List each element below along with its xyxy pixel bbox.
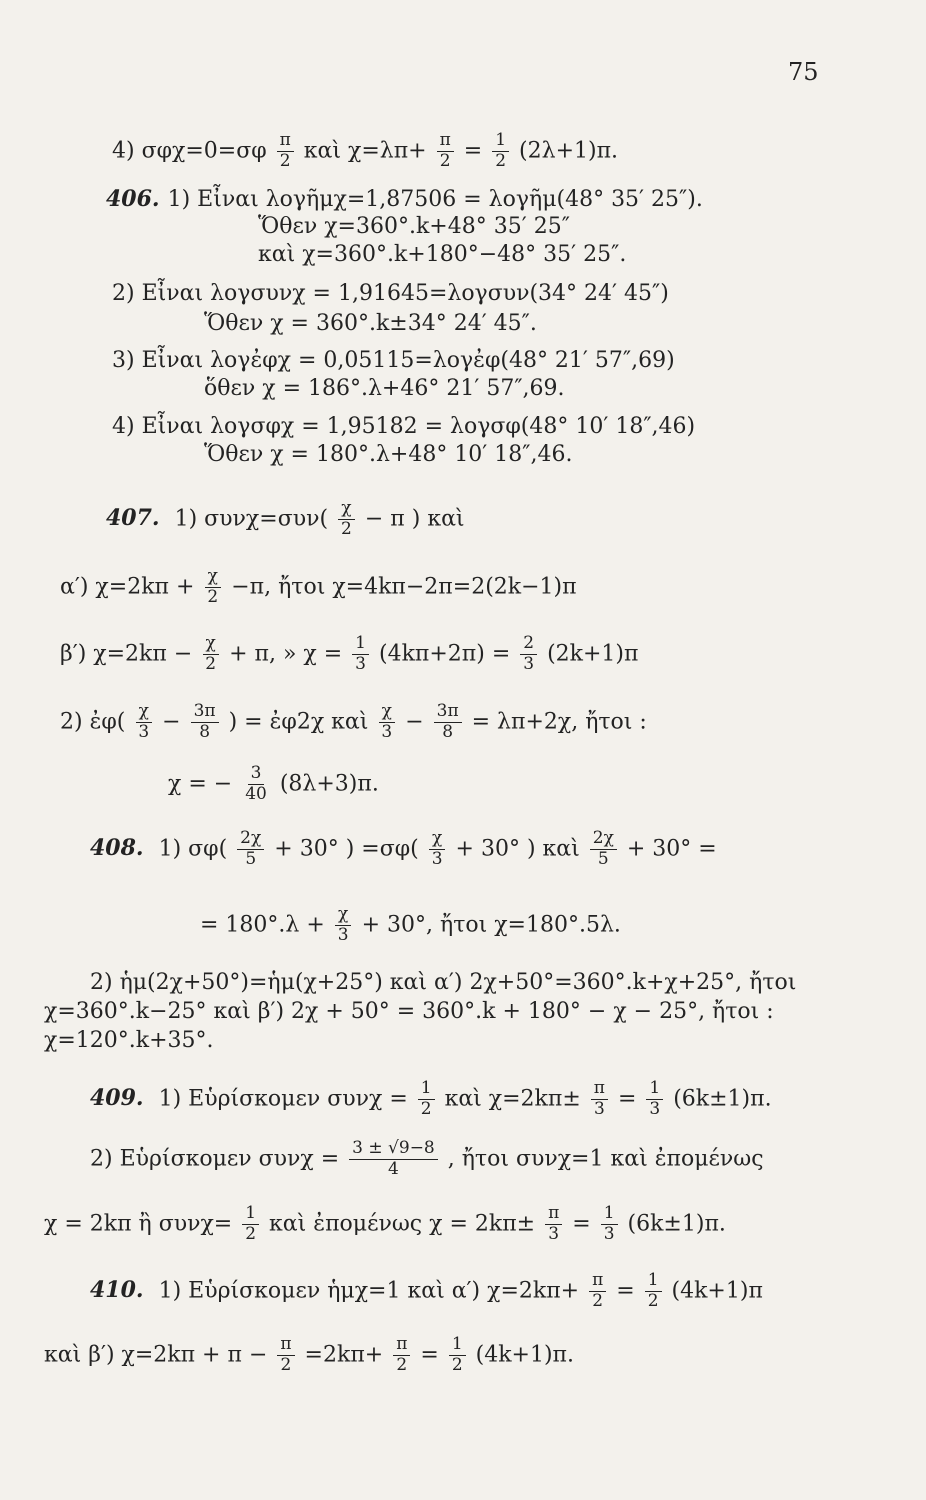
math-text: καὶ ἐπομένως χ = 2kπ± — [262, 1211, 543, 1237]
numerator: 1 — [601, 1205, 618, 1225]
denominator: 40 — [245, 783, 267, 804]
line-text: 4) Εἶναι λογσφχ = 1,95182 = λογσφ(48° 10′ 18″,46) — [112, 414, 696, 439]
numerator: 3 ± √9−8 — [349, 1140, 438, 1160]
text-line — [106, 188, 703, 211]
denominator: 2 — [439, 150, 451, 171]
line-text: Ὅθεν χ = 180°.λ+48° 10′ 18″,46. — [204, 442, 573, 467]
math-text: + 30°, ἤτοι χ=180°.5λ. — [354, 912, 621, 938]
numerator: π — [277, 1336, 294, 1356]
fraction — [591, 1080, 608, 1119]
math-text: + π, » χ = — [222, 641, 350, 667]
numerator: 1 — [645, 1272, 662, 1292]
math-text: − — [398, 709, 431, 735]
numerator: 1 — [449, 1336, 466, 1356]
math-text: β′) χ=2kπ − — [60, 641, 200, 667]
text-line — [106, 500, 465, 539]
page-number: 75 — [788, 58, 819, 86]
text-line — [112, 350, 675, 372]
numerator: π — [589, 1272, 606, 1292]
fraction — [237, 830, 264, 869]
denominator: 2 — [420, 1098, 432, 1119]
numerator: 2 — [520, 635, 537, 655]
fraction — [277, 1336, 294, 1375]
text-line — [44, 1205, 726, 1244]
math-text: (2λ+1)π. — [512, 138, 619, 164]
numerator: 1 — [242, 1205, 259, 1225]
fraction — [277, 132, 294, 171]
fraction — [418, 1080, 435, 1119]
math-text: = — [609, 1278, 642, 1304]
math-text: (8λ+3)π. — [272, 771, 379, 797]
fraction — [191, 703, 219, 742]
fraction — [378, 703, 395, 742]
numerator: χ — [379, 703, 395, 723]
math-text: = — [456, 138, 490, 164]
text-line — [60, 568, 577, 607]
fraction — [545, 1205, 562, 1244]
exercise-number: 409. — [90, 1085, 144, 1112]
text-line — [112, 132, 618, 171]
denominator: 2 — [279, 150, 291, 171]
text-line — [90, 1080, 772, 1119]
text-line — [90, 830, 717, 869]
math-text: =2kπ+ — [297, 1342, 391, 1368]
fraction — [646, 1080, 663, 1119]
fraction — [204, 568, 221, 607]
math-text: 1) σφ( — [151, 836, 235, 862]
numerator: χ — [203, 635, 219, 655]
fraction — [429, 830, 446, 869]
fraction — [601, 1205, 618, 1244]
fraction — [338, 500, 355, 539]
denominator: 3 — [431, 848, 443, 869]
numerator: π — [277, 132, 294, 152]
text-line — [44, 1336, 574, 1375]
numerator: χ — [136, 703, 152, 723]
denominator: 8 — [442, 721, 454, 742]
math-text: + 30° = — [619, 836, 717, 862]
math-text: (4k+1)π — [664, 1278, 763, 1304]
fraction — [434, 703, 462, 742]
text-line — [258, 244, 626, 266]
fraction — [645, 1272, 662, 1311]
numerator: 2χ — [590, 830, 617, 850]
math-text: α′) χ=2kπ + — [60, 574, 202, 600]
denominator: 3 — [649, 1098, 661, 1119]
denominator: 3 — [593, 1098, 605, 1119]
line-text: Ὅθεν χ=360°.k+48° 35′ 25″ — [258, 214, 570, 239]
numerator: 3 — [248, 765, 265, 785]
denominator: 4 — [388, 1158, 399, 1179]
math-text: 4) σφχ=0=σφ — [112, 138, 274, 164]
text-line — [168, 765, 379, 804]
fraction — [492, 132, 509, 171]
math-text: 1) Εὑρίσκομεν ἡμχ=1 καὶ α′) χ=2kπ+ — [151, 1278, 587, 1304]
text-line — [112, 283, 669, 305]
denominator: 5 — [245, 848, 257, 869]
fraction — [589, 1272, 606, 1311]
text-line — [204, 444, 573, 466]
math-text: + 30° ) καὶ — [448, 836, 587, 862]
math-text: 1) συνχ=συν( — [167, 506, 336, 532]
denominator: 2 — [207, 586, 219, 607]
exercise-number: 410. — [90, 1277, 144, 1304]
denominator: 2 — [245, 1223, 257, 1244]
math-text: −π, ἤτοι χ=4kπ−2π=2(2k−1)π — [224, 574, 577, 600]
fraction — [393, 1336, 410, 1375]
text-line — [44, 1001, 774, 1023]
math-text: 1) Εὑρίσκομεν συνχ = — [151, 1086, 415, 1112]
fraction — [449, 1336, 466, 1375]
denominator: 2 — [396, 1354, 408, 1375]
line-text: χ=360°.k−25° καὶ β′) 2χ + 50° = 360°.k + 180° − χ − 25°, ἤτοι : — [44, 999, 774, 1024]
line-text: 2) Εἶναι λογσυνχ = 1,91645=λογσυν(34° 24′ 45″) — [112, 281, 669, 306]
numerator: χ — [429, 830, 445, 850]
denominator: 3 — [548, 1223, 560, 1244]
line-text: χ=120°.k+35°. — [44, 1028, 214, 1053]
fraction — [135, 703, 152, 742]
denominator: 2 — [280, 1354, 292, 1375]
fraction — [335, 906, 352, 945]
math-text: (6k±1)π. — [666, 1086, 772, 1112]
numerator: 3π — [191, 703, 219, 723]
math-text: − π ) καὶ — [357, 506, 465, 532]
math-text: καὶ χ=λπ+ — [296, 138, 434, 164]
numerator: 1 — [646, 1080, 663, 1100]
exercise-number: 407. — [106, 505, 160, 532]
denominator: 3 — [337, 924, 349, 945]
math-text: + 30° ) =σφ( — [267, 836, 426, 862]
numerator: χ — [338, 500, 354, 520]
denominator: 2 — [592, 1290, 604, 1311]
denominator: 3 — [138, 721, 150, 742]
denominator: 3 — [355, 653, 366, 674]
math-text: χ = 2kπ ἢ συνχ= — [44, 1211, 240, 1237]
numerator: π — [591, 1080, 608, 1100]
text-line — [60, 703, 647, 742]
math-text: (2k+1)π — [540, 641, 639, 667]
line-text: 3) Εἶναι λογἐφχ = 0,05115=λογἐφ(48° 21′ 57″,69) — [112, 348, 675, 373]
numerator: π — [393, 1336, 410, 1356]
fraction — [242, 1205, 259, 1244]
fraction — [349, 1140, 438, 1179]
line-text: 2) ἡμ(2χ+50°)=ἡμ(χ+25°) καὶ α′) 2χ+50°=360°.k+χ+25°, ἤτοι — [90, 970, 797, 995]
line-text: 1) Εἶναι λογῆμχ=1,87506 = λογῆμ(48° 35′ 25″). — [167, 187, 703, 212]
denominator: 2 — [205, 653, 217, 674]
math-text: (6k±1)π. — [620, 1211, 726, 1237]
text-line — [204, 313, 537, 335]
denominator: 3 — [381, 721, 393, 742]
numerator: χ — [205, 568, 221, 588]
numerator: π — [545, 1205, 562, 1225]
text-line — [112, 416, 695, 438]
fraction — [590, 830, 617, 869]
numerator: 1 — [492, 132, 509, 152]
denominator: 2 — [451, 1354, 463, 1375]
denominator: 3 — [603, 1223, 615, 1244]
math-text: = — [413, 1342, 446, 1368]
denominator: 2 — [647, 1290, 659, 1311]
math-text: = — [610, 1086, 644, 1112]
math-text: − — [155, 709, 188, 735]
exercise-number: 408. — [90, 835, 144, 862]
math-text: ) = ἐφ2χ καὶ — [221, 709, 376, 735]
fraction — [242, 765, 270, 804]
math-text: (4k+1)π. — [468, 1342, 575, 1368]
denominator: 2 — [341, 518, 352, 539]
denominator: 2 — [495, 150, 507, 171]
text-line — [258, 216, 570, 238]
math-text: καὶ β′) χ=2kπ + π − — [44, 1342, 275, 1368]
math-text: = — [565, 1211, 598, 1237]
fraction — [520, 635, 537, 674]
numerator: 1 — [418, 1080, 435, 1100]
math-text: 2) ἐφ( — [60, 709, 133, 735]
text-line — [60, 635, 638, 674]
numerator: 3π — [434, 703, 462, 723]
numerator: 1 — [352, 635, 369, 655]
text-line — [44, 1030, 214, 1052]
math-text: 2) Εὑρίσκομεν συνχ = — [90, 1146, 347, 1172]
denominator: 5 — [597, 848, 609, 869]
fraction — [437, 132, 454, 171]
text-line — [90, 972, 796, 994]
denominator: 8 — [199, 721, 211, 742]
text-line — [90, 1140, 764, 1179]
numerator: χ — [335, 906, 351, 926]
text-line — [90, 1272, 763, 1311]
exercise-number: 406. — [106, 186, 160, 212]
line-text: Ὅθεν χ = 360°.k±34° 24′ 45″. — [204, 311, 537, 336]
fraction — [202, 635, 219, 674]
math-text: καὶ χ=2kπ± — [437, 1086, 588, 1112]
math-text: = λπ+2χ, ἤτοι : — [464, 709, 647, 735]
math-text: χ = − — [168, 771, 240, 797]
math-text: (4kπ+2π) = — [372, 641, 518, 667]
math-text: = 180°.λ + — [200, 912, 332, 938]
line-text: καὶ χ=360°.k+180°−48° 35′ 25″. — [258, 242, 627, 267]
numerator: π — [437, 132, 454, 152]
text-line — [204, 378, 565, 400]
denominator: 3 — [523, 653, 535, 674]
line-text: ὅθεν χ = 186°.λ+46° 21′ 57″,69. — [204, 376, 565, 401]
numerator: 2χ — [237, 830, 264, 850]
math-text: , ἤτοι συνχ=1 καὶ ἐπομένως — [440, 1146, 764, 1172]
text-line — [200, 906, 621, 945]
fraction — [352, 635, 369, 674]
